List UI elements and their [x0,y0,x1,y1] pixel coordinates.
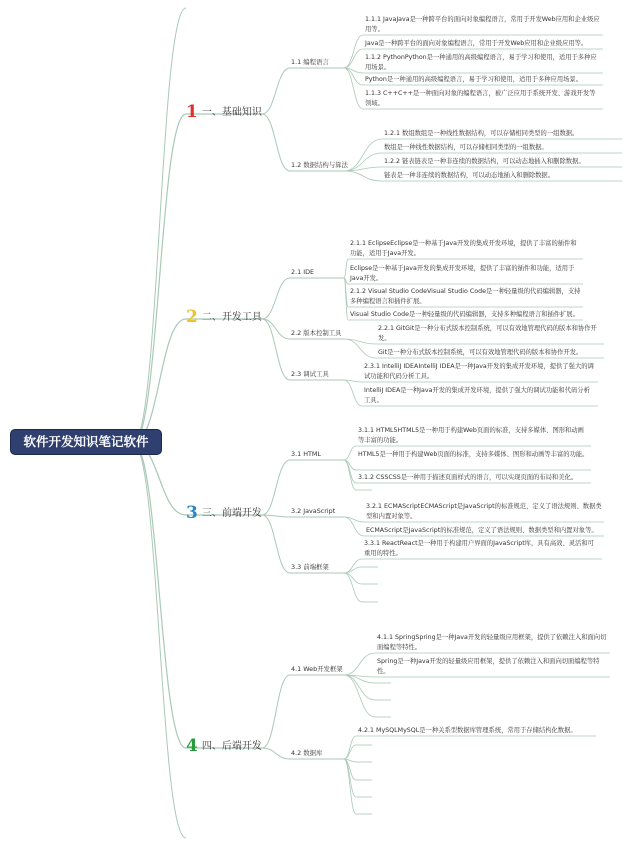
leaf-note[interactable]: Eclipse是一种基于Java开发的集成开发环境，提供了丰富的插件和功能，适用于Java开发。 [350,265,575,282]
connector-line [344,675,375,683]
leaf-note[interactable]: HTML5是一种用于构建Web页面的标准，支持多媒体、图形和动画等丰富的功能。 [358,451,589,458]
connector-line [344,167,382,171]
leaf-note[interactable]: Git是一种分布式版本控制系统，可以有效地管理代码的版本和协作开发。 [378,349,583,356]
connector-line [133,319,186,443]
connector-line [262,319,290,380]
leaf-note[interactable]: 1.1.2 PythonPython是一种通用的高级编程语言，易于学习和使用，适用于多种应用场景。 [365,54,597,71]
connector-line [344,675,375,717]
leaf-note[interactable]: 3.2.1 ECMAScriptECMAScript是JavaScript的标准规范，定义了语法规则、数据类型和内置对象等。 [366,503,602,520]
connector-line [344,653,375,675]
connector-line [344,736,356,759]
sub-topic-node[interactable]: 2.2 版本控制工具 [291,329,342,337]
leaf-note[interactable]: 2.3.1 IntelliJ IDEAIntelliJ IDEA是一种Java开发的集成开发环境，提供了强大的调试功能和代码分析工具。 [364,363,594,380]
connector-line [344,517,364,522]
connector-line [344,278,348,320]
connector-line [262,68,290,114]
connector-line [262,515,290,517]
leaf-note[interactable]: Python是一种通用的高级编程语言，易于学习和使用，适用于多种应用场景。 [365,76,583,83]
connector-line [344,759,356,780]
leaf-note[interactable]: 2.2.1 GitGit是一种分布式版本控制系统，可以有效地管理代码的版本和协作开发。 [378,325,597,342]
branch-node-1[interactable] [186,102,262,122]
connector-line [344,278,348,284]
leaf-note[interactable]: 1.1.3 C++C++是一种面向对象的编程语言，被广泛应用于系统开发、游戏开发等领域。 [365,90,596,107]
sub-topic-node[interactable]: 4.2 数据库 [291,749,323,757]
root-node[interactable]: 软件开发知识笔记软件 [11,430,161,454]
connector-line [262,114,290,171]
connector-line [262,675,290,748]
branch-number: 1 [186,102,198,122]
connector-line [344,745,356,759]
sub-topic-node[interactable]: 2.3 调试工具 [291,370,329,378]
connector-line [344,68,363,73]
sub-topic-node[interactable]: 3.1 HTML [291,450,321,458]
sub-topic-node[interactable]: 1.1 编程语言 [291,58,329,66]
branch-label: 二、开发工具 [201,312,262,323]
sub-topic-node[interactable]: 4.1 Web开发框架 [291,665,343,673]
connector-line [344,759,356,814]
leaf-note[interactable]: 2.1.2 Visual Studio CodeVisual Studio Code是一种轻量级的代码编辑器，支持多种编程语言和插件扩展。 [350,288,581,305]
connector-line [344,68,363,109]
connector-line [344,49,363,68]
leaf-note[interactable]: 1.2.1 数组数组是一种线性数据结构，可以存储相同类型的一组数据。 [384,130,579,137]
connector-line [133,8,186,443]
connector-line [344,559,362,573]
connector-line [133,443,186,838]
connector-line [344,139,382,171]
branch-label: 三、前端开发 [201,508,262,519]
branch-label: 四、后端开发 [201,741,262,752]
connector-line [344,259,348,278]
leaf-note[interactable]: 3.1.2 CSSCSS是一种用于描述页面样式的语言，可以实现页面的布局和美化。 [358,474,578,481]
connector-line [344,446,356,460]
connector-line [344,759,356,762]
connector-line [133,114,186,443]
branch-node-2[interactable] [186,307,262,327]
branch-node-4[interactable] [186,736,262,756]
connector-line [344,573,362,584]
leaf-note[interactable]: ECMAScript是JavaScript的标准规范，定义了语法规则、数据类型和内置对象等。 [366,527,598,534]
connector-line [344,153,382,171]
connector-line [344,567,362,573]
connector-line [344,380,362,406]
connector-line [344,573,362,602]
connector-line [262,748,290,759]
connector-line [344,339,376,358]
leaf-note[interactable]: 4.2.1 MySQLMySQL是一种关系型数据库管理系统，常用于存储结构化数据。 [358,727,577,734]
connector-line [344,339,376,344]
connector-line [344,460,356,483]
leaf-note[interactable]: 3.1.1 HTML5HTML5是一种用于构建Web页面的标准，支持多媒体、图形和动画等丰富的功能。 [358,427,584,444]
leaf-note[interactable]: Visual Studio Code是一种轻量级的代码编辑器，支持多种编程语言和插件扩展。 [350,311,579,318]
connector-line [344,675,375,677]
connector-line [344,35,363,68]
connector-line [133,443,186,748]
connector-line [344,759,356,797]
leaf-note[interactable]: IntelliJ IDEA是一种Java开发的集成开发环境，提供了强大的调试功能和代码分析工具。 [364,387,590,404]
connector-line [262,515,290,573]
leaf-note[interactable]: 1.2.2 链表链表是一种非连续的数据结构，可以动态地插入和删除数据。 [384,158,585,165]
connector-line [262,278,290,319]
connector-line [262,460,290,515]
branch-node-3[interactable] [186,503,262,523]
connector-line [262,319,290,339]
leaf-note[interactable]: 4.1.1 SpringSpring是一种Java开发的轻量级应用框架，提供了依赖注入和面向切面编程等特性。 [377,634,607,651]
branch-number: 4 [186,736,198,756]
connector-line [344,675,375,700]
connector-line [344,517,364,536]
connector-line [344,460,356,470]
connector-line [344,460,356,490]
sub-topic-node[interactable]: 2.1 IDE [291,268,315,276]
leaf-note[interactable]: Spring是一种Java开发的轻量级应用框架，提供了依赖注入和面向切面编程等特性。 [377,658,600,675]
branch-number: 3 [186,503,198,523]
connector-line [344,278,348,307]
leaf-note[interactable]: 2.1.1 EclipseEclipse是一种基于Java开发的集成开发环境，提供了丰富的插件和功能，适用于Java开发。 [350,240,577,257]
connector-line [344,380,362,382]
leaf-note[interactable]: 3.3.1 ReactReact是一种用于构建用户界面的JavaScript库，具有高效、灵活和可重用的特性。 [364,540,594,557]
sub-topic-node[interactable]: 1.2 数据结构与算法 [291,161,348,169]
sub-topic-node[interactable]: 3.3 前端框架 [291,563,329,571]
branch-label: 一、基础知识 [201,107,262,118]
connector-line [344,68,363,85]
branch-number: 2 [186,307,198,327]
leaf-note[interactable]: 链表是一种非连续的数据结构，可以动态地插入和删除数据。 [384,172,555,179]
leaf-note[interactable]: 数组是一种线性数据结构，可以存储相同类型的一组数据。 [384,144,548,151]
leaf-note[interactable]: Java是一种跨平台的面向对象编程语言，常用于开发Web应用和企业级应用等。 [365,40,588,47]
sub-topic-node[interactable]: 3.2 JavaScript [291,507,336,515]
leaf-note[interactable]: 1.1.1 JavaJava是一种跨平台的面向对象编程语言，常用于开发Web应用和企业级应用等。 [365,16,600,33]
connector-line [344,171,382,181]
